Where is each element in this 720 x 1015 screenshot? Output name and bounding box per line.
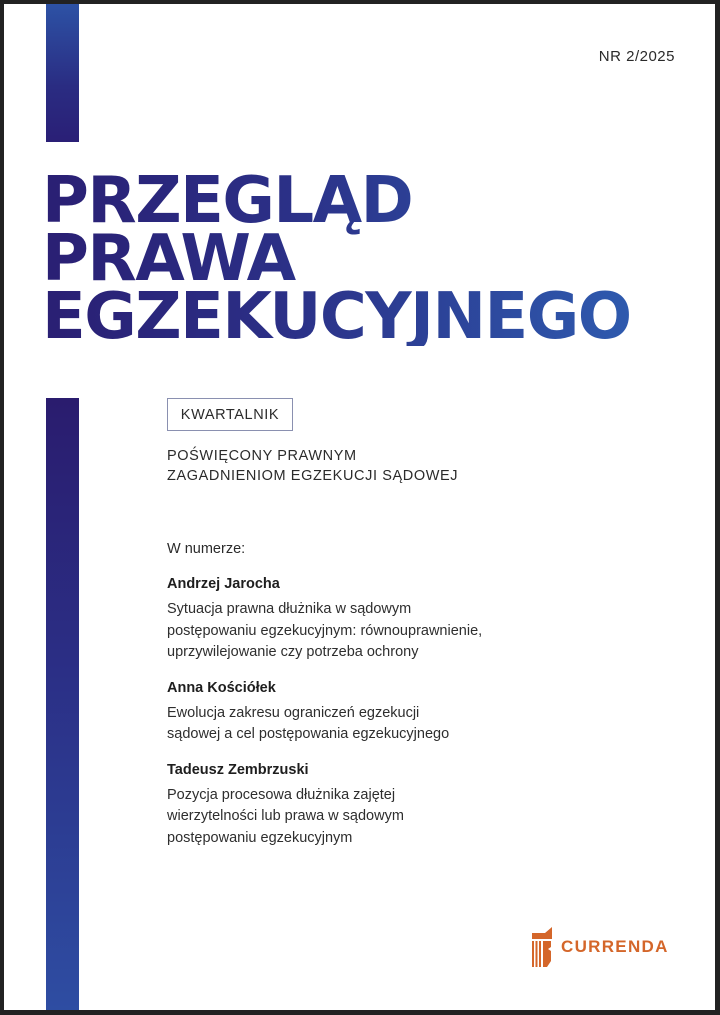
article-title (167, 785, 587, 850)
article-title-line: Sytuacja prawna dłużnika w sądowym (167, 601, 412, 617)
article-title-line: Pozycja procesowa dłużnika zajętej (167, 786, 396, 803)
frequency-badge: KWARTALNIK (167, 398, 293, 431)
journal-title (42, 164, 631, 354)
article-entry (167, 680, 587, 746)
article-title-line: sądowej a cel postępowania egzekucyjnego (167, 726, 450, 742)
article-title-line: postępowaniu egzekucyjnym (167, 829, 353, 846)
subtitle-line: ZAGADNIENIOM EGZEKUCJI SĄDOWEJ (167, 468, 459, 484)
title-line: PRZEGLĄD (42, 164, 413, 238)
journal-cover (4, 4, 715, 1010)
title-line: EGZEKUCYJNEGO (42, 280, 631, 354)
article-title-line: postępowaniu egzekucyjnym: równouprawnienie, (167, 622, 483, 639)
publisher-logo (531, 927, 669, 967)
currenda-logo-icon (531, 927, 553, 967)
title-line: PRAWA (42, 222, 295, 296)
article-author: Tadeusz Zembrzuski (167, 761, 309, 778)
article-title-line: uprzywilejowanie czy potrzeba ochrony (167, 644, 419, 660)
table-of-contents (167, 541, 587, 865)
journal-subtitle (167, 446, 458, 486)
article-author: Andrzej Jarocha (167, 576, 280, 592)
article-author: Anna Kościółek (167, 679, 276, 696)
article-title-line: Ewolucja zakresu ograniczeń egzekucji (167, 704, 420, 721)
contents-label: W numerze: (167, 541, 246, 557)
issue-number: NR 2/2025 (598, 48, 675, 65)
article-title (167, 599, 587, 664)
article-title-line: wierzytelności lub prawa w sądowym (167, 808, 404, 824)
article-entry (167, 576, 587, 664)
subtitle-line: POŚWIĘCONY PRAWNYM (167, 448, 357, 464)
publisher-name: CURRENDA (561, 937, 669, 956)
article-title (167, 703, 587, 746)
article-entry (167, 762, 587, 850)
decorative-bar-top (46, 4, 79, 142)
decorative-bar-bottom (46, 398, 79, 1010)
